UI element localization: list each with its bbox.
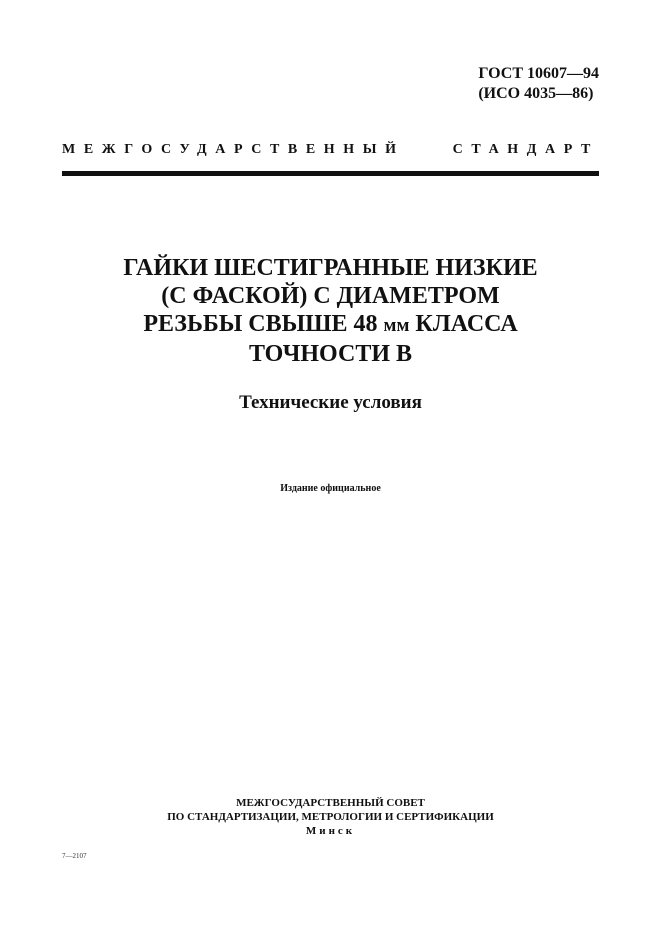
publisher-line-2: ПО СТАНДАРТИЗАЦИИ, МЕТРОЛОГИИ И СЕРТИФИКАЦИИ [167, 811, 494, 823]
title-line-3-part-a: РЕЗЬБЫ СВЫШЕ 48 [143, 311, 384, 337]
publisher-line-1: МЕЖГОСУДАРСТВЕННЫЙ СОВЕТ [236, 797, 425, 809]
banner-word-standard: СТАНДАРТ [452, 142, 599, 157]
banner-word-interstate: МЕЖГОСУДАРСТВЕННЫЙ [62, 142, 405, 157]
document-subtitle: Технические условия [239, 392, 422, 413]
publisher-city: Минск [305, 825, 356, 837]
interstate-standard-banner [62, 142, 599, 158]
print-code: 7—2107 [62, 852, 87, 860]
title-line-1: ГАЙКИ ШЕСТИГРАННЫЕ НИЗКИЕ [123, 255, 538, 281]
publisher-block [60, 796, 601, 838]
title-unit: мм [383, 315, 410, 336]
title-line-4: ТОЧНОСТИ В [248, 341, 413, 367]
edition-note: Издание официальное [280, 483, 381, 494]
iso-number: (ИСО 4035—86) [478, 85, 594, 102]
title-line-2: (С ФАСКОЙ) С ДИАМЕТРОМ [161, 283, 500, 309]
title-line-3-part-b: КЛАССА [409, 311, 518, 337]
heavy-divider [62, 171, 599, 176]
title-line-3 [60, 310, 601, 340]
standard-number-block [478, 64, 599, 104]
document-title [60, 254, 601, 368]
gost-number: ГОСТ 10607—94 [478, 65, 599, 82]
